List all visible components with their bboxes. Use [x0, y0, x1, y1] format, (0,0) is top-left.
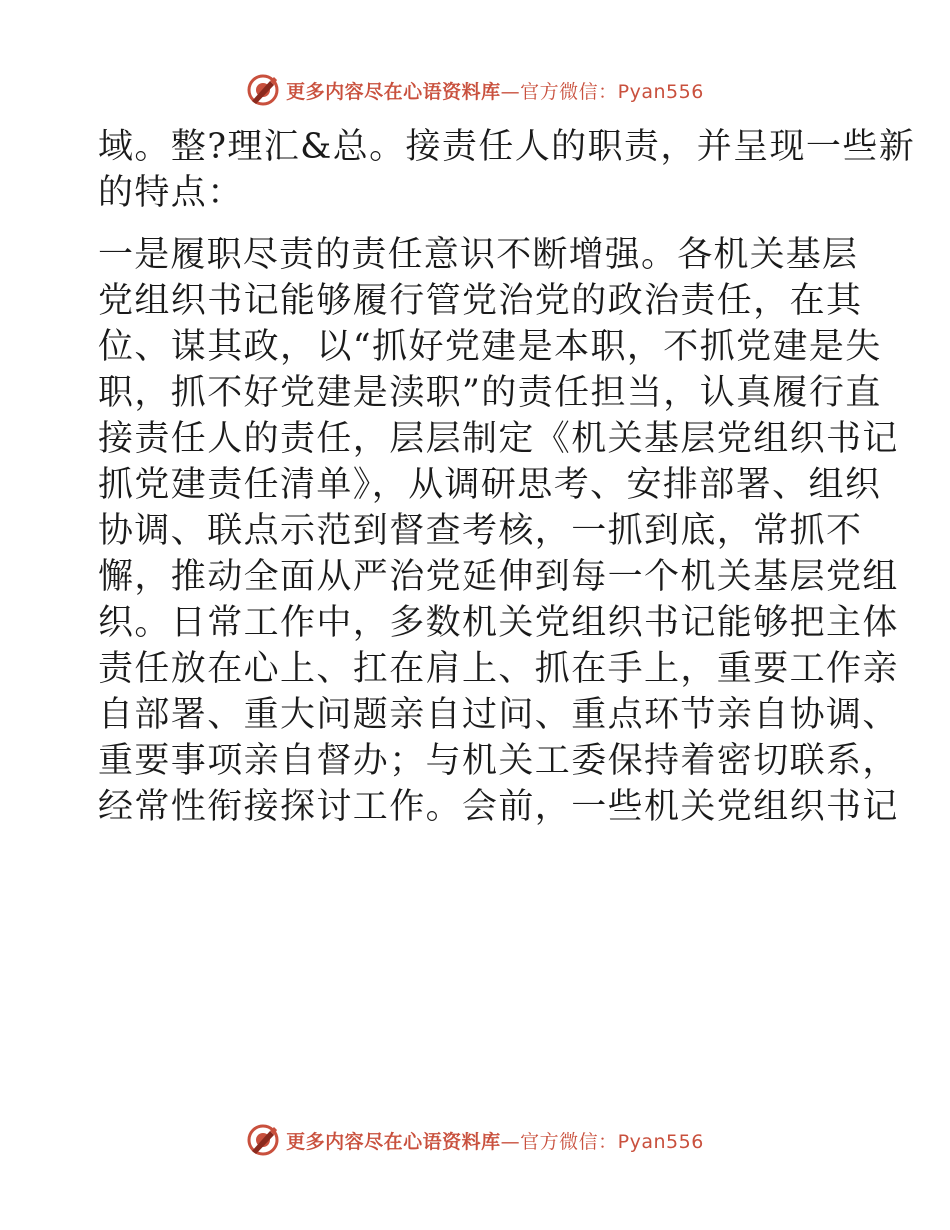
body-line-2: 的特点： — [98, 173, 244, 213]
header-banner — [0, 70, 950, 110]
body-line-7: 接责任人的责任，层层制定《机关基层党组织书记 — [98, 419, 899, 459]
body-line-6: 职，抓不好党建是渎职”的责任担当，认真履行直 — [98, 373, 882, 413]
footer-text — [286, 1127, 704, 1154]
footer-brand: 更多内容尽在心语资料库 — [286, 1130, 501, 1153]
body-line-10: 懈，推动全面从严治党延伸到每一个机关基层党组 — [98, 557, 899, 597]
body-line-5: 位、谋其政，以“抓好党建是本职，不抓党建是失 — [98, 327, 882, 367]
document-body — [98, 124, 916, 830]
footer-dash: — — [500, 1130, 521, 1153]
header-text — [286, 77, 704, 104]
body-line-14: 重要事项亲自督办；与机关工委保持着密切联系， — [98, 741, 899, 781]
body-line-8: 抓党建责任清单》，从调研思考、安排部署、组织 — [98, 465, 882, 505]
header-brand: 更多内容尽在心语资料库 — [286, 80, 501, 103]
body-line-15: 经常性衔接探讨工作。会前，一些机关党组织书记 — [98, 787, 899, 827]
body-line-12: 责任放在心上、扛在肩上、抓在手上，重要工作亲 — [98, 649, 899, 689]
body-line-4: 党组织书记能够履行管党治党的政治责任，在其 — [98, 281, 863, 321]
body-line-3: 一是履职尽责的责任意识不断增强。各机关基层 — [98, 235, 859, 275]
body-line-1: 域。整?理汇&总。接责任人的职责，并呈现一些新 — [98, 127, 916, 167]
body-line-9: 协调、联点示范到督查考核，一抓到底，常抓不 — [98, 511, 863, 551]
header-dash: — — [500, 80, 521, 103]
footer-banner — [0, 1120, 950, 1160]
header-contact: 官方微信：Pyan556 — [520, 80, 704, 103]
body-line-13: 自部署、重大问题亲自过问、重点环节亲自协调、 — [98, 695, 899, 735]
footer-contact: 官方微信：Pyan556 — [520, 1130, 704, 1153]
brand-logo-icon — [246, 73, 280, 107]
brand-logo-icon — [246, 1123, 280, 1157]
body-line-11: 织。日常工作中，多数机关党组织书记能够把主体 — [98, 603, 899, 643]
